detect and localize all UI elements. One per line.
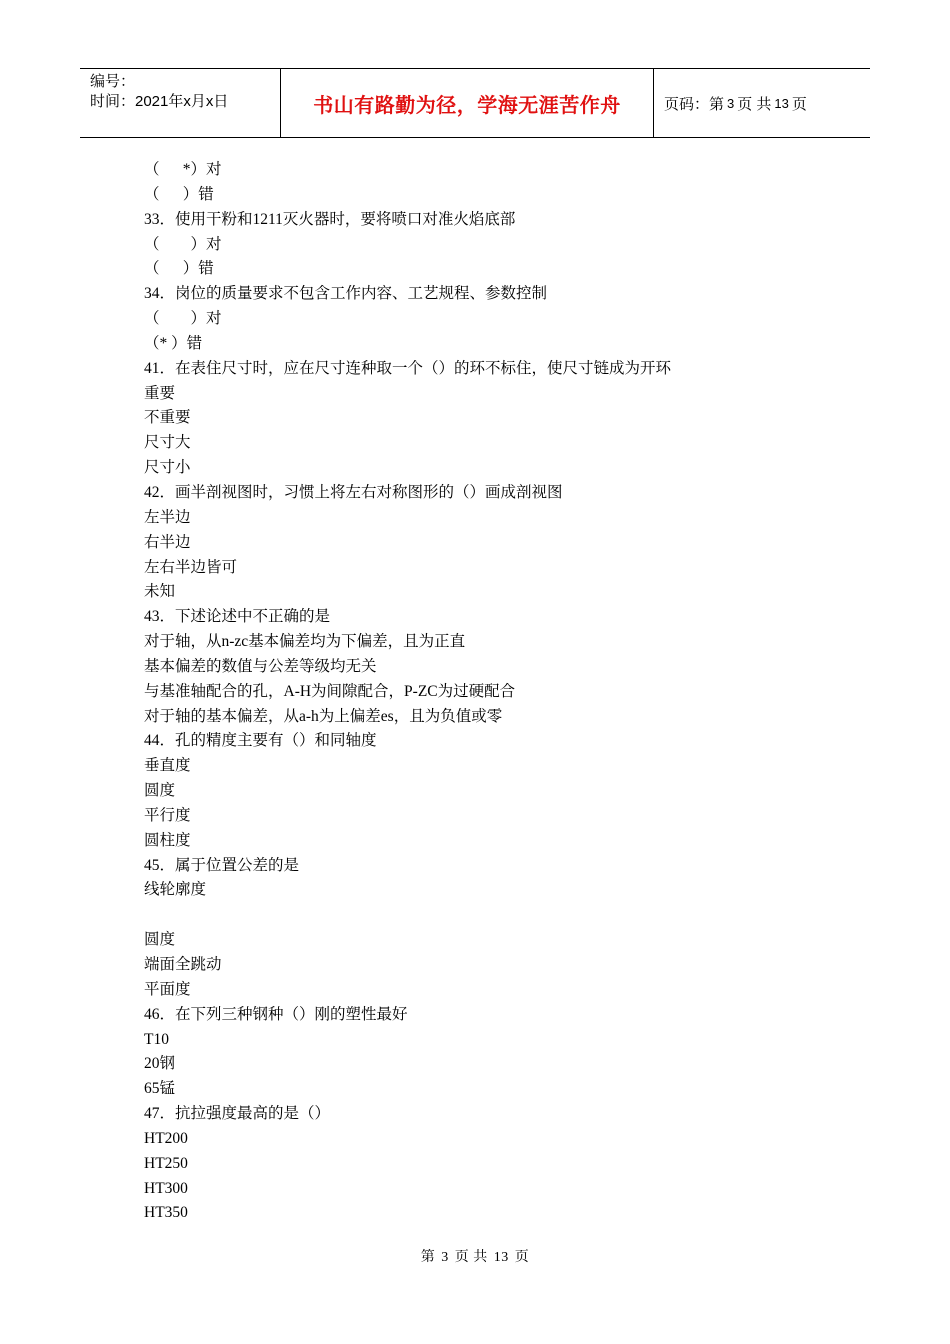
text-line: HT350 [144,1204,188,1222]
page-current: 3 [727,95,735,111]
text-line: 尺寸大 [144,434,191,452]
text-line: 圆度 [144,782,176,800]
header-motto: 书山有路勤为径，学海无涯苦作舟 [281,69,654,137]
header-meta [80,69,281,137]
text-line [144,903,844,928]
text-line: 34．岗位的质量要求不包含工作内容、工艺规程、参数控制 [144,285,548,303]
text-line: 端面全跳动 [144,956,222,973]
footer-prefix: 第 [420,1250,436,1265]
text-line: 47．抗拉强度最高的是（） [144,1105,331,1123]
text-line: （ ）对 [144,310,222,328]
text-line: 左半边 [144,508,191,526]
text-line: 33．使用干粉和1211灭火器时，要将喷口对准火焰底部 [144,210,516,228]
text-line: 平面度 [144,980,191,998]
text-line: 41．在表住尺寸时，应在尺寸连种取一个（）的环不标住，使尺寸链成为开环 [144,359,672,377]
text-line: 20钢 [144,1055,176,1073]
text-line: 45．属于位置公差的是 [144,856,300,874]
text-line: （* ）错 [144,334,203,352]
text-line: HT200 [144,1129,188,1147]
document-time-label: 时间：2021年x月x日 [90,93,229,110]
document-body [144,158,844,1226]
text-line: 重要 [144,384,176,402]
text-line: 左右半边皆可 [144,558,238,576]
page-header [80,68,870,138]
text-line: 垂直度 [144,757,191,775]
text-line: 46．在下列三种钢种（）刚的塑性最好 [144,1005,408,1023]
footer-total: 13 [493,1250,509,1265]
text-line: 对于轴的基本偏差，从a-h为上偏差es，且为负值或零 [144,707,503,725]
text-line: 对于轴，从n-zc基本偏差均为下偏差，且为正直 [144,633,466,651]
page-total: 13 [774,95,789,111]
page-footer [0,1246,950,1266]
text-line: 圆柱度 [144,831,191,849]
text-line: 右半边 [144,533,191,551]
text-line: HT300 [144,1179,188,1197]
footer-suffix: 页 [514,1250,530,1265]
text-line: （ ）错 [144,260,214,278]
text-line: 尺寸小 [144,459,191,477]
text-line: 43．下述论述中不正确的是 [144,608,331,626]
document-number-label: 编号： [90,73,136,90]
text-line: 未知 [144,583,176,601]
text-line: （ ）错 [144,185,214,203]
text-line: 基本偏差的数值与公差等级均无关 [144,657,377,675]
text-line: 圆度 [144,931,176,949]
page-suffix: 页 [791,95,807,113]
text-line: 平行度 [144,806,191,824]
footer-mid: 页 共 [454,1250,488,1265]
header-page-info [654,69,870,137]
page-prefix: 页码：第 [664,95,725,113]
text-line: 42．画半剖视图时，习惯上将左右对称图形的（）画成剖视图 [144,483,563,501]
text-line: （ ）对 [144,235,222,253]
text-line: 与基准轴配合的孔，A-H为间隙配合，P-ZC为过硬配合 [144,682,516,700]
text-line: HT250 [144,1154,188,1172]
text-line: （ *）对 [144,161,222,178]
text-line: 65锰 [144,1080,176,1098]
text-line: 44．孔的精度主要有（）和同轴度 [144,732,377,750]
page-mid: 页 共 [737,95,772,113]
text-line: T10 [144,1030,169,1048]
footer-current: 3 [441,1250,449,1265]
text-line: 线轮廓度 [144,881,207,899]
text-line: 不重要 [144,409,191,427]
